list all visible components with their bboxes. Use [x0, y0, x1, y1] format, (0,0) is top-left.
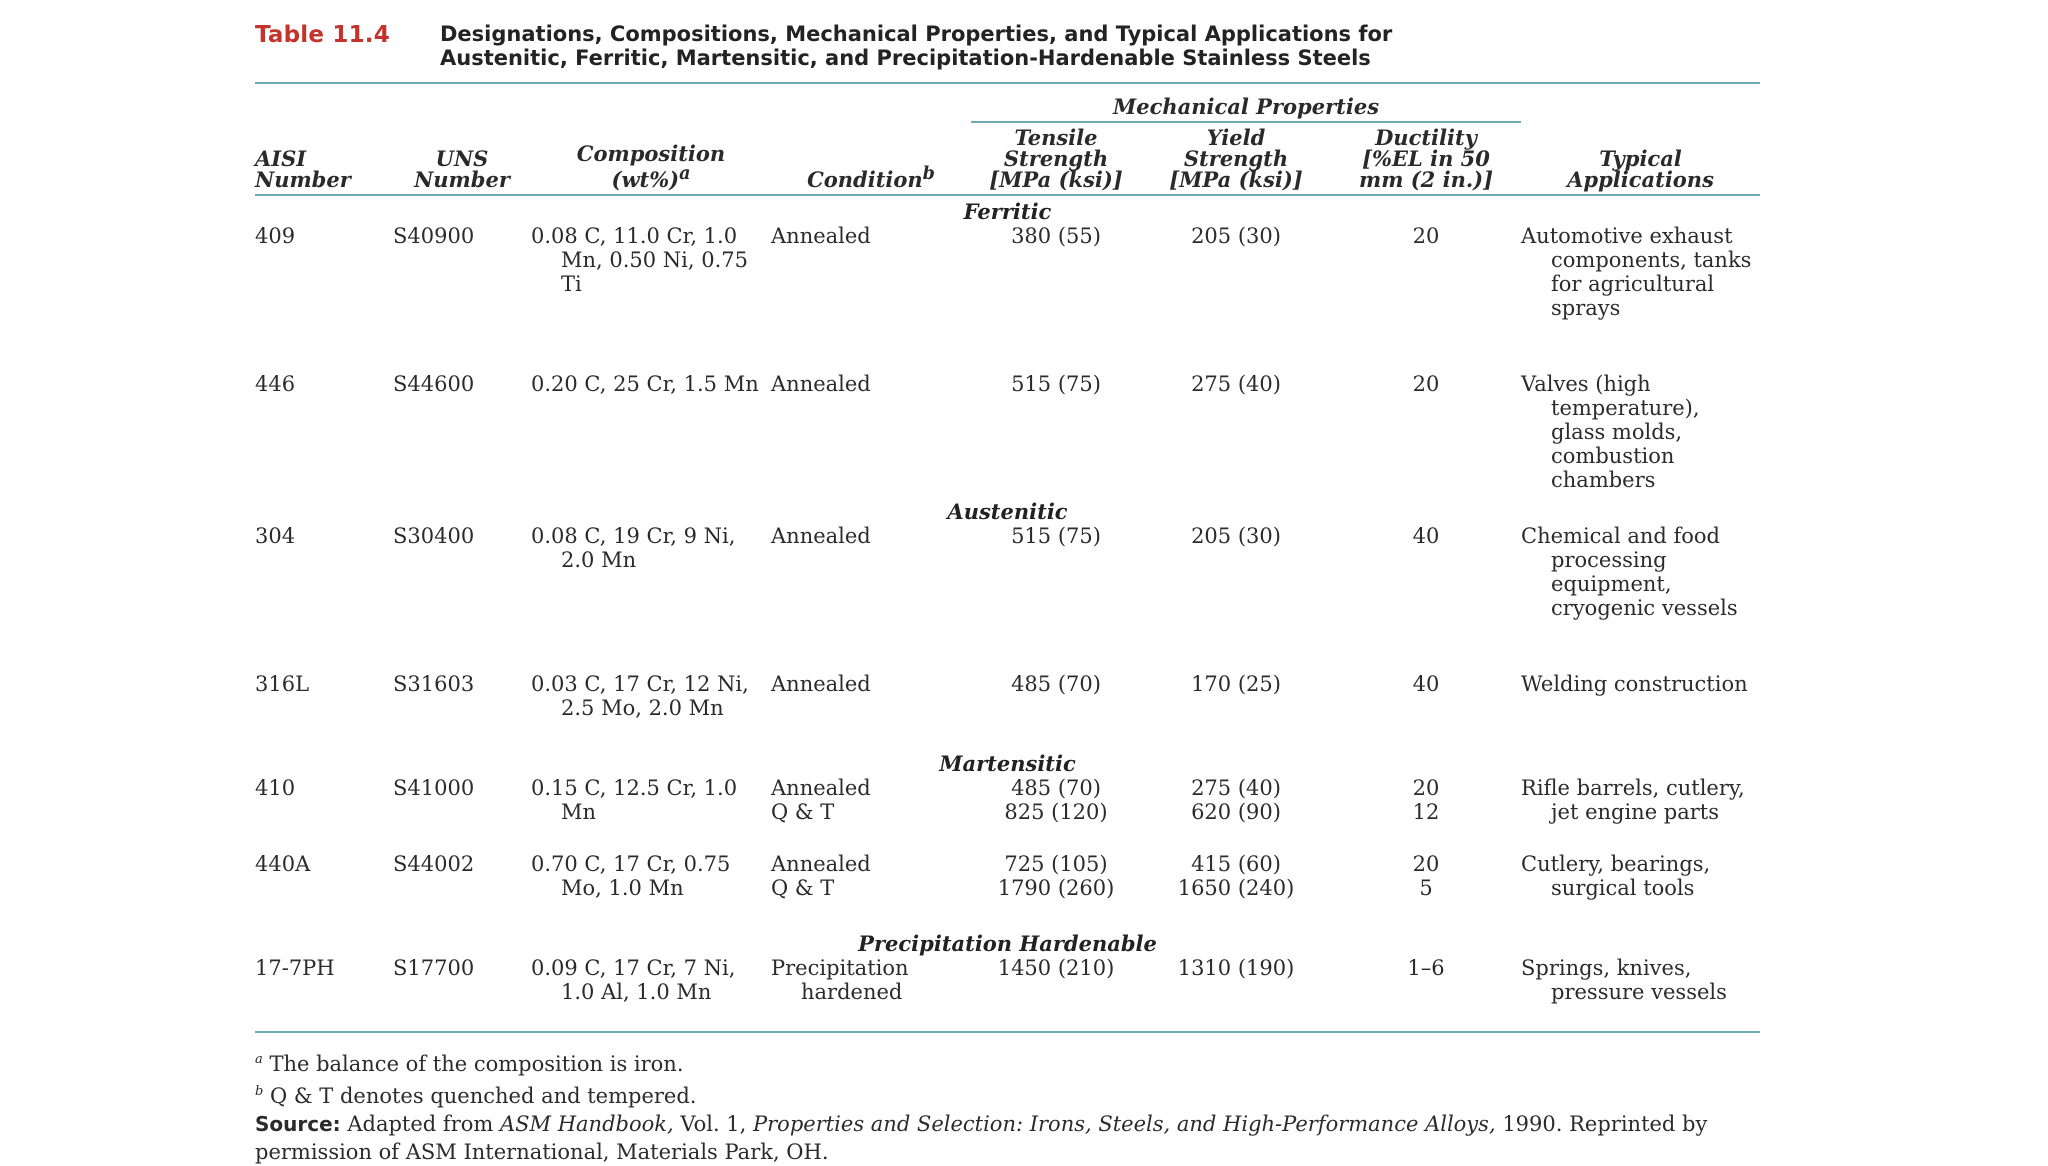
- cell-yield: 275 (40): [1191, 372, 1281, 396]
- cell-uns: S40900: [393, 224, 475, 248]
- cell-tensile: 515 (75): [1011, 372, 1101, 396]
- table-title-line-2: Austenitic, Ferritic, Martensitic, and Precipitation-Hardenable Stainless Steels: [440, 46, 1371, 70]
- cell-composition: 0.03 C, 17 Cr, 12 Ni, 2.5 Mo, 2.0 Mn: [531, 672, 749, 720]
- cell-condition: Annealed: [771, 372, 871, 396]
- table-row: [255, 776, 1760, 852]
- table-row: [255, 852, 1760, 928]
- cell-ductility: 20 12: [1412, 776, 1440, 824]
- cell-yield: 170 (25): [1191, 672, 1281, 696]
- source-note: Source: Adapted from ASM Handbook, Vol. 1, Properties and Selection: Irons, Steels, and High-Performance Alloys, 1990. Reprinted by permission of ASM International, Materials Park, OH.: [255, 1112, 1708, 1164]
- cell-applications: Automotive exhaust components, tanks for agricultural sprays: [1521, 224, 1752, 320]
- group-row-austenitic: [255, 496, 1760, 524]
- cell-ductility: 20: [1412, 372, 1440, 396]
- table-title-line-1: Designations, Compositions, Mechanical Properties, and Typical Applications for: [440, 22, 1393, 46]
- cell-yield: 415 (60) 1650 (240): [1177, 852, 1295, 900]
- table-row: [255, 672, 1760, 748]
- cell-tensile: 485 (70): [1011, 672, 1101, 696]
- cell-uns: S44600: [393, 372, 475, 396]
- cell-uns: S31603: [393, 672, 475, 696]
- cell-yield: 1310 (190): [1141, 956, 1331, 1032]
- cell-tensile: 515 (75): [1011, 524, 1101, 548]
- col-uns-header: UNS Number: [393, 127, 531, 195]
- cell-composition: 0.09 C, 17 Cr, 7 Ni, 1.0 Al, 1.0 Mn: [531, 956, 771, 1032]
- cell-condition: Annealed Q & T: [771, 852, 871, 900]
- cell-uns: S44002: [393, 852, 475, 876]
- cell-uns: S41000: [393, 776, 475, 800]
- cell-composition: 0.70 C, 17 Cr, 0.75 Mo, 1.0 Mn: [531, 852, 731, 900]
- header-row-top: [255, 88, 1760, 127]
- col-composition-header: Composition $(wt\%)^a$: [531, 127, 771, 195]
- cell-applications: Rifle barrels, cutlery, jet engine parts: [1521, 776, 1745, 824]
- cell-condition: Annealed: [771, 524, 871, 548]
- table-row: [255, 956, 1760, 1032]
- cell-tensile: 1450 (210): [971, 956, 1141, 1032]
- cell-applications: Welding construction: [1521, 672, 1748, 696]
- group-label: Precipitation Hardenable: [858, 931, 1157, 956]
- table-caption: [255, 20, 1760, 80]
- mechanical-properties-header: Mechanical Properties: [971, 88, 1521, 127]
- cell-ductility: 40: [1412, 672, 1440, 696]
- cell-ductility: 40: [1412, 524, 1440, 548]
- header-row: [255, 127, 1760, 195]
- cell-uns: S30400: [393, 524, 475, 548]
- cell-aisi: 410: [255, 776, 296, 800]
- cell-tensile: 485 (70) 825 (120): [1004, 776, 1108, 824]
- cell-ductility: 20 5: [1412, 852, 1440, 900]
- group-label: Ferritic: [963, 199, 1052, 224]
- group-row-martensitic: [255, 748, 1760, 776]
- cell-condition: Annealed Q & T: [771, 776, 871, 824]
- table-row: [255, 372, 1760, 496]
- cell-aisi: 409: [255, 224, 296, 248]
- col-yield-header: Yield Strength [MPa (ksi)]: [1141, 127, 1331, 195]
- cell-tensile: 725 (105) 1790 (260): [997, 852, 1115, 900]
- cell-aisi: 17-7PH: [255, 956, 393, 1032]
- cell-condition: Precipitation hardened: [771, 956, 971, 1032]
- cell-applications: Valves (high temperature), glass molds, combustion chambers: [1521, 372, 1700, 492]
- cell-aisi: 440A: [255, 852, 311, 876]
- cell-applications: Chemical and food processing equipment, cryogenic vessels: [1521, 524, 1738, 620]
- cell-aisi: 446: [255, 372, 296, 396]
- cell-aisi: 316L: [255, 672, 310, 696]
- cell-yield: 275 (40) 620 (90): [1191, 776, 1281, 824]
- col-condition-header: Condition$^b$: [771, 127, 971, 195]
- table-title: [440, 22, 1760, 70]
- footnote-b: $^b$ Q & T denotes quenched and tempered.: [255, 1084, 697, 1108]
- cell-composition: 0.08 C, 11.0 Cr, 1.0 Mn, 0.50 Ni, 0.75 Ti: [531, 224, 749, 296]
- cell-applications: Cutlery, bearings, surgical tools: [1521, 852, 1711, 900]
- col-applications-header: Typical Applications: [1521, 127, 1760, 195]
- cell-condition: Annealed: [771, 672, 871, 696]
- cell-composition: 0.08 C, 19 Cr, 9 Ni, 2.0 Mn: [531, 524, 736, 572]
- cell-yield: 205 (30): [1191, 224, 1281, 248]
- cell-ductility: 1–6: [1331, 956, 1521, 1032]
- stainless-steel-table: [255, 88, 1760, 1033]
- cell-composition: 0.20 C, 25 Cr, 1.5 Mn: [531, 372, 759, 396]
- table-row: [255, 224, 1760, 372]
- cell-tensile: 380 (55): [1011, 224, 1101, 248]
- col-ductility-header: Ductility [%EL in 50 mm (2 in.)]: [1331, 127, 1521, 195]
- col-aisi-header: AISI Number: [255, 127, 393, 195]
- cell-yield: 205 (30): [1191, 524, 1281, 548]
- table-page: [255, 20, 1760, 1164]
- group-row-precipitation-hardenable: [255, 928, 1760, 956]
- footnote-a: $^a$ The balance of the composition is iron.: [255, 1052, 684, 1076]
- cell-ductility: 20: [1412, 224, 1440, 248]
- group-label: Austenitic: [947, 499, 1068, 524]
- table-row: [255, 524, 1760, 672]
- cell-uns: S17700: [393, 956, 531, 1032]
- table-notes: [255, 1046, 1760, 1166]
- col-tensile-header: Tensile Strength [MPa (ksi)]: [971, 127, 1141, 195]
- group-row-ferritic: [255, 195, 1760, 224]
- cell-composition: 0.15 C, 12.5 Cr, 1.0 Mn: [531, 776, 738, 824]
- top-rule: [255, 82, 1760, 84]
- cell-condition: Annealed: [771, 224, 871, 248]
- table-number: Table 11.4: [255, 22, 390, 48]
- cell-aisi: 304: [255, 524, 296, 548]
- group-label: Martensitic: [939, 751, 1076, 776]
- cell-applications: Springs, knives, pressure vessels: [1521, 956, 1760, 1032]
